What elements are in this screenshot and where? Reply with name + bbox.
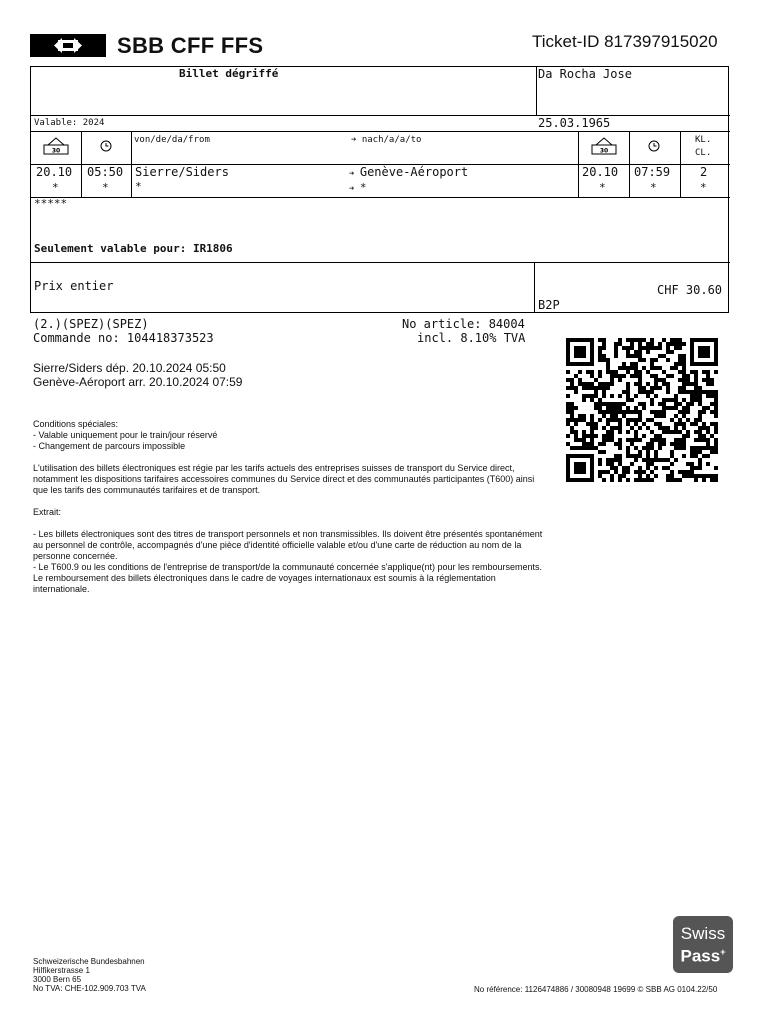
sbb-logo (30, 34, 106, 57)
star-mark: * (650, 181, 657, 194)
calendar-icon-arrival (591, 137, 617, 160)
conditions-block (33, 419, 548, 595)
valid-year: Valable: 2024 (34, 118, 105, 128)
footer-vat: No TVA: CHE-102.909.703 TVA (33, 984, 146, 993)
arrival-line: Genève-Aéroport arr. 20.10.2024 07:59 (33, 375, 243, 389)
svg-text:30: 30 (599, 147, 609, 155)
price-label: Prix entier (34, 279, 114, 293)
departure-line: Sierre/Siders dép. 20.10.2024 05:50 (33, 361, 226, 375)
vat-note: incl. 8.10% TVA (417, 331, 526, 345)
footer-city: 3000 Bern 65 (33, 975, 82, 984)
brand-name: SBB CFF FFS (117, 33, 264, 58)
conditions-title: Conditions spéciales: (33, 419, 119, 429)
arrow-right-icon: ➔ (349, 184, 360, 194)
star-mark: * (700, 181, 707, 194)
travel-class: 2 (700, 165, 708, 179)
departure-date: 20.10 (36, 165, 73, 179)
order-number: Commande no: 104418373523 (33, 331, 214, 345)
arrival-date: 20.10 (582, 165, 619, 179)
clock-icon (100, 139, 112, 157)
class-header-1: KL. (695, 135, 712, 145)
calendar-icon (43, 137, 69, 160)
to-star-mark: ➔ * (349, 181, 367, 194)
star-mark: * (135, 180, 142, 193)
destination-station: ➔ Genève-Aéroport (349, 165, 469, 179)
condition-item: - Changement de parcours impossible (33, 441, 186, 451)
birthdate: 25.03.1965 (538, 116, 611, 130)
passenger-name: Da Rocha Jose (538, 67, 632, 81)
arrow-right-icon: ➔ (349, 169, 360, 179)
swisspass-pass: Pass+ (680, 946, 726, 966)
footer-company: Schweizerische Bundesbahnen (33, 957, 145, 966)
clock-icon-arrival (648, 139, 660, 157)
swisspass-swiss: Swiss (680, 924, 726, 943)
footer-reference: No référence: 1126474886 / 30080948 19699 © SBB AG 0104.22/50 (474, 985, 718, 994)
star-mark: * (102, 181, 109, 194)
stars-row: ***** (34, 197, 68, 210)
origin-station: Sierre/Siders (135, 165, 229, 179)
ticket-id: Ticket-ID 817397915020 (532, 32, 718, 51)
swisspass-logo (673, 916, 733, 973)
ticket-grid (30, 66, 729, 313)
star-mark: * (599, 181, 606, 194)
extract-label: Extrait: (33, 507, 62, 517)
arrow-right-icon: ➔ (351, 135, 362, 145)
condition-item: - Valable uniquement pour le train/jour réservé (33, 430, 218, 440)
swiss-arrows-icon (30, 34, 106, 57)
valid-only-note: Seulement valable pour: IR1806 (34, 242, 233, 255)
footer-street: Hilfikerstrasse 1 (33, 966, 90, 975)
price-value: CHF 30.60 (657, 283, 723, 297)
extract-bullet: - Les billets électroniques sont des titres de transport personnels et non transmissibles. Ils doivent être présentés spontanément au personnel de contrôle, accompagnés d'une pièce d'identité officielle valable et/ou d'une carte de réduction au nom de la personne concernée. (33, 529, 543, 561)
spez-line: (2.)(SPEZ)(SPEZ) (33, 317, 149, 331)
tariff-code: B2P (538, 298, 560, 312)
footer-address (33, 957, 146, 993)
ticket-title: Billet dégriffé (179, 67, 279, 80)
class-header-2: CL. (695, 148, 712, 158)
departure-time: 05:50 (87, 165, 124, 179)
from-header: von/de/da/from (134, 135, 210, 145)
qr-code (566, 338, 718, 487)
star-mark: * (52, 181, 59, 194)
extract-bullet: - Le T600.9 ou les conditions de l'entreprise de transport/de la communauté concernée s'applique(nt) pour les remboursements. Le remboursement des billets électroniques dans le cadre de voyages internationaux est soumis à la réglementation internationale. (33, 562, 543, 594)
article-number: No article: 84004 (402, 317, 525, 331)
conditions-paragraph: L'utilisation des billets électroniques est régie par les tarifs actuels des entreprises suisses de transport du Service direct, notamment les dispositions tarifaires accessoires communes du Service direct et des communautés participantes (T600) ainsi que les tarifs des communautés tarifaires et de transport. (33, 463, 535, 495)
svg-text:30: 30 (51, 147, 61, 155)
to-header: ➔ nach/a/a/to (351, 135, 422, 145)
arrival-time: 07:59 (634, 165, 671, 179)
